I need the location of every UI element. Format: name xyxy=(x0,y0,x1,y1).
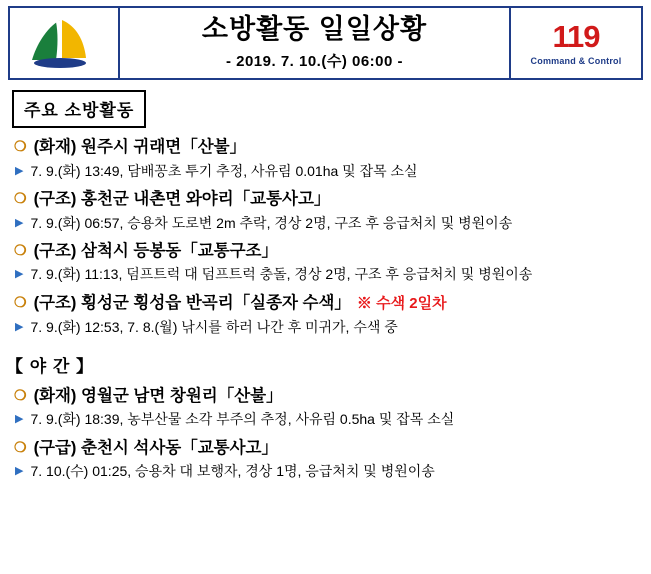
entry-title: (화재) 원주시 귀래면「산불」 xyxy=(33,138,247,156)
gangwon-emblem-logo-icon xyxy=(26,16,102,70)
o-bullet-icon: ❍ xyxy=(14,189,27,206)
entry-detail-row xyxy=(15,162,641,180)
entry-title: (화재) 영월군 남면 창원리「산불」 xyxy=(33,386,283,405)
entry-detail: 7. 10.(수) 01:25, 승용차 대 보행자, 경상 1명, 응급처치 및 병원이송 xyxy=(30,463,435,480)
entry-detail-row xyxy=(15,318,641,336)
section-label: 주요 소방활동 xyxy=(12,90,146,128)
entry-title: (구조) 횡성군 횡성읍 반곡리「실종자 수색」 xyxy=(33,293,351,312)
brand-caption: Command & Control xyxy=(530,55,622,66)
document-header xyxy=(8,6,643,80)
list-item xyxy=(14,386,641,429)
entry-detail-row xyxy=(15,214,641,232)
list-item xyxy=(14,241,641,284)
header-title-cell xyxy=(120,8,509,78)
entry-detail-row xyxy=(15,410,641,428)
list-item xyxy=(14,137,641,180)
entry-detail: 7. 9.(화) 18:39, 농부산물 소각 부주의 추정, 사유림 0.5ha 및 잡목 소실 xyxy=(30,411,455,428)
entry-detail-row xyxy=(15,462,641,480)
night-activity-list xyxy=(14,386,641,481)
header-brand-cell xyxy=(509,8,641,78)
triangle-bullet-icon: ▶ xyxy=(15,413,24,426)
entry-title-row xyxy=(14,438,641,459)
section-label-wrap xyxy=(12,90,651,128)
entry-detail: 7. 9.(화) 13:49, 담배꽁초 투기 추정, 사유림 0.01ha 및 잡목 소실 xyxy=(30,162,418,179)
triangle-bullet-icon: ▶ xyxy=(15,320,24,333)
o-bullet-icon: ❍ xyxy=(14,438,27,455)
entry-title-row xyxy=(14,241,641,262)
header-logo-cell xyxy=(10,8,120,78)
entry-title: (구급) 춘천시 석사동「교통사고」 xyxy=(33,438,278,457)
triangle-bullet-icon: ▶ xyxy=(15,268,24,281)
o-bullet-icon: ❍ xyxy=(14,386,27,403)
triangle-bullet-icon: ▶ xyxy=(15,465,24,478)
entry-detail: 7. 9.(화) 06:57, 승용차 도로변 2m 추락, 경상 2명, 구조 후 응급처치 및 병원이송 xyxy=(30,214,513,231)
list-item xyxy=(14,293,641,336)
119-logo-icon: 119 xyxy=(552,18,600,54)
page-title: 소방활동 일일상황 xyxy=(201,13,428,44)
entry-title-row xyxy=(14,189,641,210)
o-bullet-icon: ❍ xyxy=(14,138,27,154)
document-page xyxy=(0,6,651,574)
entry-detail: 7. 9.(화) 12:53, 7. 8.(월) 낚시를 하러 나간 후 미귀가, 수색 중 xyxy=(30,318,398,335)
main-activity-list xyxy=(14,137,641,336)
entry-detail-row xyxy=(15,265,641,283)
o-bullet-icon: ❍ xyxy=(14,241,27,258)
entry-title: (구조) 홍천군 내촌면 와야리「교통사고」 xyxy=(33,189,331,208)
list-item xyxy=(14,438,641,481)
entry-title-row xyxy=(14,293,641,314)
entry-title: (구조) 삼척시 등봉동「교통구조」 xyxy=(33,241,278,260)
night-section-heading: 【 야 간 】 xyxy=(6,356,95,376)
triangle-bullet-icon: ▶ xyxy=(15,216,24,229)
entry-note: ※ 수색 2일차 xyxy=(356,294,447,312)
o-bullet-icon: ❍ xyxy=(14,293,27,310)
page-subtitle: - 2019. 7. 10.(수) 06:00 - xyxy=(225,53,404,71)
list-item xyxy=(14,189,641,232)
entry-detail: 7. 9.(화) 11:13, 덤프트럭 대 덤프트럭 충돌, 경상 2명, 구조 후 응급처치 및 병원이송 xyxy=(30,266,533,283)
entry-title-row xyxy=(14,386,641,407)
entry-title-row xyxy=(14,137,641,158)
triangle-bullet-icon: ▶ xyxy=(15,164,24,177)
